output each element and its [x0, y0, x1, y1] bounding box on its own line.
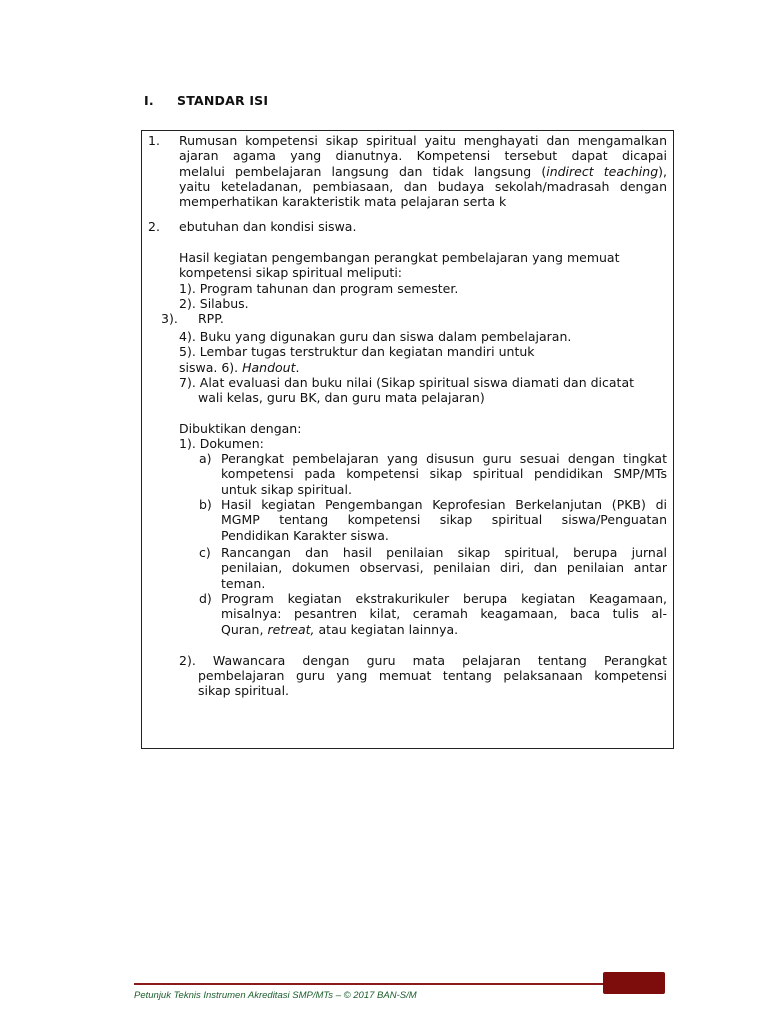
- footer-rule: [134, 983, 604, 985]
- hasil-point-2: 2). Silabus.: [179, 296, 249, 311]
- item1-line: yaitu keteladanan, pembiasaan, dan budaya sekolah/madrasah dengan: [179, 178, 667, 194]
- hasil-point-3-number: 3).: [161, 311, 178, 326]
- content-box: [141, 130, 674, 749]
- section-title: STANDAR ISI: [177, 93, 269, 108]
- footer-text: Petunjuk Teknis Instrumen Akreditasi SMP/MTs – © 2017 BAN-S/M: [134, 990, 417, 1001]
- dokumen-c-text: Rancangan dan hasil penilaian sikap spiritual, berupa jurnal penilaian, dokumen observasi, penilaian diri, dan penilaian antar teman.: [221, 545, 667, 591]
- item2-number: 2.: [148, 219, 160, 234]
- dokumen-c-label: c): [199, 545, 211, 560]
- hasil-point-5-6: siswa. 6). Handout.: [179, 360, 300, 375]
- dokumen-a-text: Perangkat pembelajaran yang disusun guru sesuai dengan tingkat kompetensi pada kompetensi sikap spiritual pendidikan SMP/MTs untuk sikap spiritual.: [221, 451, 667, 497]
- item1-line: memperhatikan karakteristik mata pelajaran serta k: [179, 194, 507, 210]
- item1-line: ajaran agama yang dianutnya. Kompetensi tersebut dapat dicapai: [179, 148, 667, 164]
- section-number: I.: [144, 93, 154, 108]
- bukti-dokumen: 1). Dokumen:: [179, 436, 264, 451]
- wawancara-text: 2). Wawancara dengan guru mata pelajaran tentang Perangkat: [179, 653, 667, 668]
- item1-number: 1.: [148, 133, 160, 148]
- dokumen-d-text: Program kegiatan ekstrakurikuler berupa kegiatan Keagamaan, misalnya: pesantren kilat, ceramah keagamaan, baca tulis al- Quran, retreat, atau kegiatan lainnya.: [221, 591, 667, 637]
- bukti-intro: Dibuktikan dengan:: [179, 421, 302, 436]
- item2-text: ebutuhan dan kondisi siswa.: [179, 219, 357, 234]
- item1-line: melalui pembelajaran langsung dan tidak langsung (indirect teaching),: [179, 163, 667, 179]
- item1-text: [179, 133, 667, 209]
- hasil-point-1: 1). Program tahunan dan program semester.: [179, 281, 459, 296]
- dokumen-b-label: b): [199, 497, 212, 512]
- item1-line: Rumusan kompetensi sikap spiritual yaitu menghayati dan mengamalkan: [179, 133, 667, 148]
- dokumen-b-text: Hasil kegiatan Pengembangan Keprofesian Berkelanjutan (PKB) di MGMP tentang kompetensi sikap spiritual siswa/Penguatan Pendidikan Karakter siswa.: [221, 497, 667, 543]
- dokumen-a-label: a): [199, 451, 212, 466]
- dokumen-d-label: d): [199, 591, 212, 606]
- hasil-point-7-cont: wali kelas, guru BK, dan guru mata pelajaran): [198, 390, 485, 405]
- hasil-point-5: 5). Lembar tugas terstruktur dan kegiatan mandiri untuk: [179, 344, 535, 359]
- hasil-intro: Hasil kegiatan pengembangan perangkat pembelajaran yang memuat: [179, 250, 620, 265]
- footer-page-tab: [603, 972, 665, 994]
- hasil-intro-cont: kompetensi sikap spiritual meliputi:: [179, 265, 403, 280]
- hasil-point-7: 7). Alat evaluasi dan buku nilai (Sikap spiritual siswa diamati dan dicatat: [179, 375, 634, 390]
- section-heading: [144, 93, 268, 108]
- hasil-point-4: 4). Buku yang digunakan guru dan siswa dalam pembelajaran.: [179, 329, 572, 344]
- hasil-point-3-text: RPP.: [198, 311, 224, 326]
- wawancara-text-cont: pembelajaran guru yang memuat tentang pelaksanaan kompetensi sikap spiritual.: [198, 668, 667, 699]
